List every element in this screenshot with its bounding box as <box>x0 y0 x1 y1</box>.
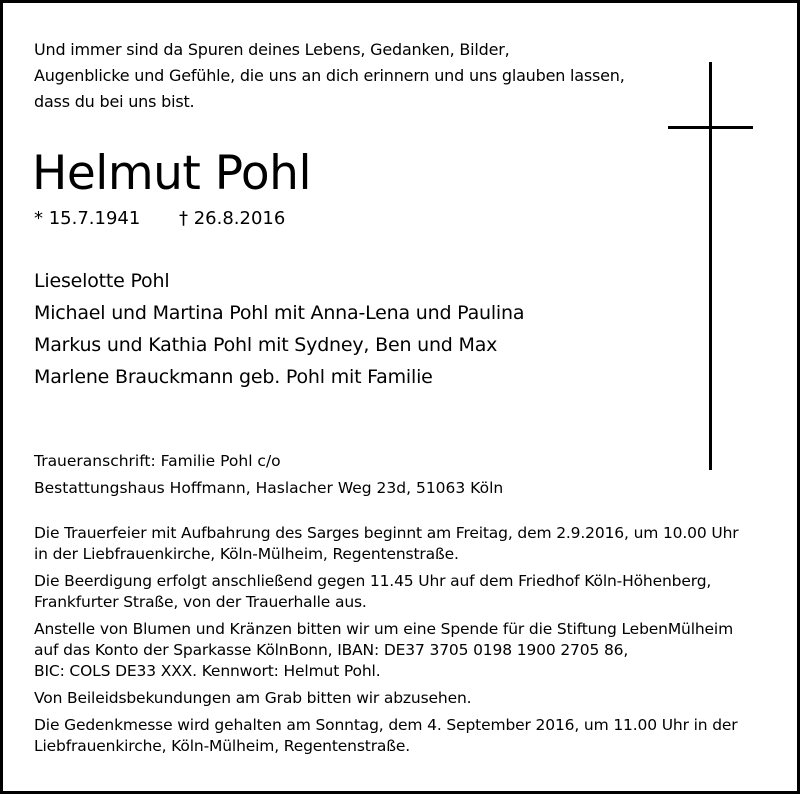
detail-line: in der Liebfrauenkirche, Köln-Mülheim, Regentenstraße. <box>34 545 459 563</box>
detail-line: Frankfurter Straße, von der Trauerhalle aus. <box>34 593 367 611</box>
deceased-name: Helmut Pohl <box>32 146 312 201</box>
detail-line: BIC: COLS DE33 XXX. Kennwort: Helmut Pohl. <box>34 662 381 680</box>
detail-line: auf das Konto der Sparkasse KölnBonn, IBAN: DE37 3705 0198 1900 2705 86, <box>34 641 629 659</box>
mourner: Markus und Kathia Pohl mit Sydney, Ben und Max <box>34 334 498 356</box>
funeral-service-paragraph <box>34 523 738 565</box>
death-date: † 26.8.2016 <box>179 208 286 229</box>
birth-date: * 15.7.1941 <box>34 208 141 229</box>
address-line: Bestattungshaus Hoffmann, Haslacher Weg 23d, 51063 Köln <box>34 479 504 497</box>
detail-line: Die Trauerfeier mit Aufbahrung des Sarges beginnt am Freitag, dem 2.9.2016, um 10.00 Uhr <box>34 524 739 542</box>
mourner: Michael und Martina Pohl mit Anna-Lena und Paulina <box>34 302 525 324</box>
address-line: Traueranschrift: Familie Pohl c/o <box>34 452 281 470</box>
mourner: Marlene Brauckmann geb. Pohl mit Familie <box>34 366 433 388</box>
intro-line: Und immer sind da Spuren deines Lebens, Gedanken, Bilder, <box>34 40 510 59</box>
cross-vertical-bar <box>709 62 712 470</box>
intro-line: dass du bei uns bist. <box>34 92 195 111</box>
detail-line: Von Beileidsbekundungen am Grab bitten wir abzusehen. <box>34 689 472 707</box>
detail-line: Liebfrauenkirche, Köln-Mülheim, Regentenstraße. <box>34 737 411 755</box>
intro-verse <box>34 37 625 115</box>
detail-line: Die Beerdigung erfolgt anschließend gegen 11.45 Uhr auf dem Friedhof Köln-Höhenberg, <box>34 572 712 590</box>
condolence-paragraph <box>34 688 738 709</box>
intro-line: Augenblicke und Gefühle, die uns an dich erinnern und uns glauben lassen, <box>34 66 625 85</box>
mourners-list <box>34 265 524 393</box>
funeral-details <box>34 523 738 763</box>
life-dates <box>34 206 286 232</box>
mourning-address <box>34 448 503 502</box>
burial-paragraph <box>34 571 738 613</box>
donation-paragraph <box>34 619 738 682</box>
detail-line: Anstelle von Blumen und Kränzen bitten wir um eine Spende für die Stiftung LebenMülheim <box>34 620 734 638</box>
mourner: Lieselotte Pohl <box>34 270 170 292</box>
cross-horizontal-bar <box>668 126 753 129</box>
detail-line: Die Gedenkmesse wird gehalten am Sonntag, dem 4. September 2016, um 11.00 Uhr in der <box>34 716 738 734</box>
memorial-mass-paragraph <box>34 715 738 757</box>
